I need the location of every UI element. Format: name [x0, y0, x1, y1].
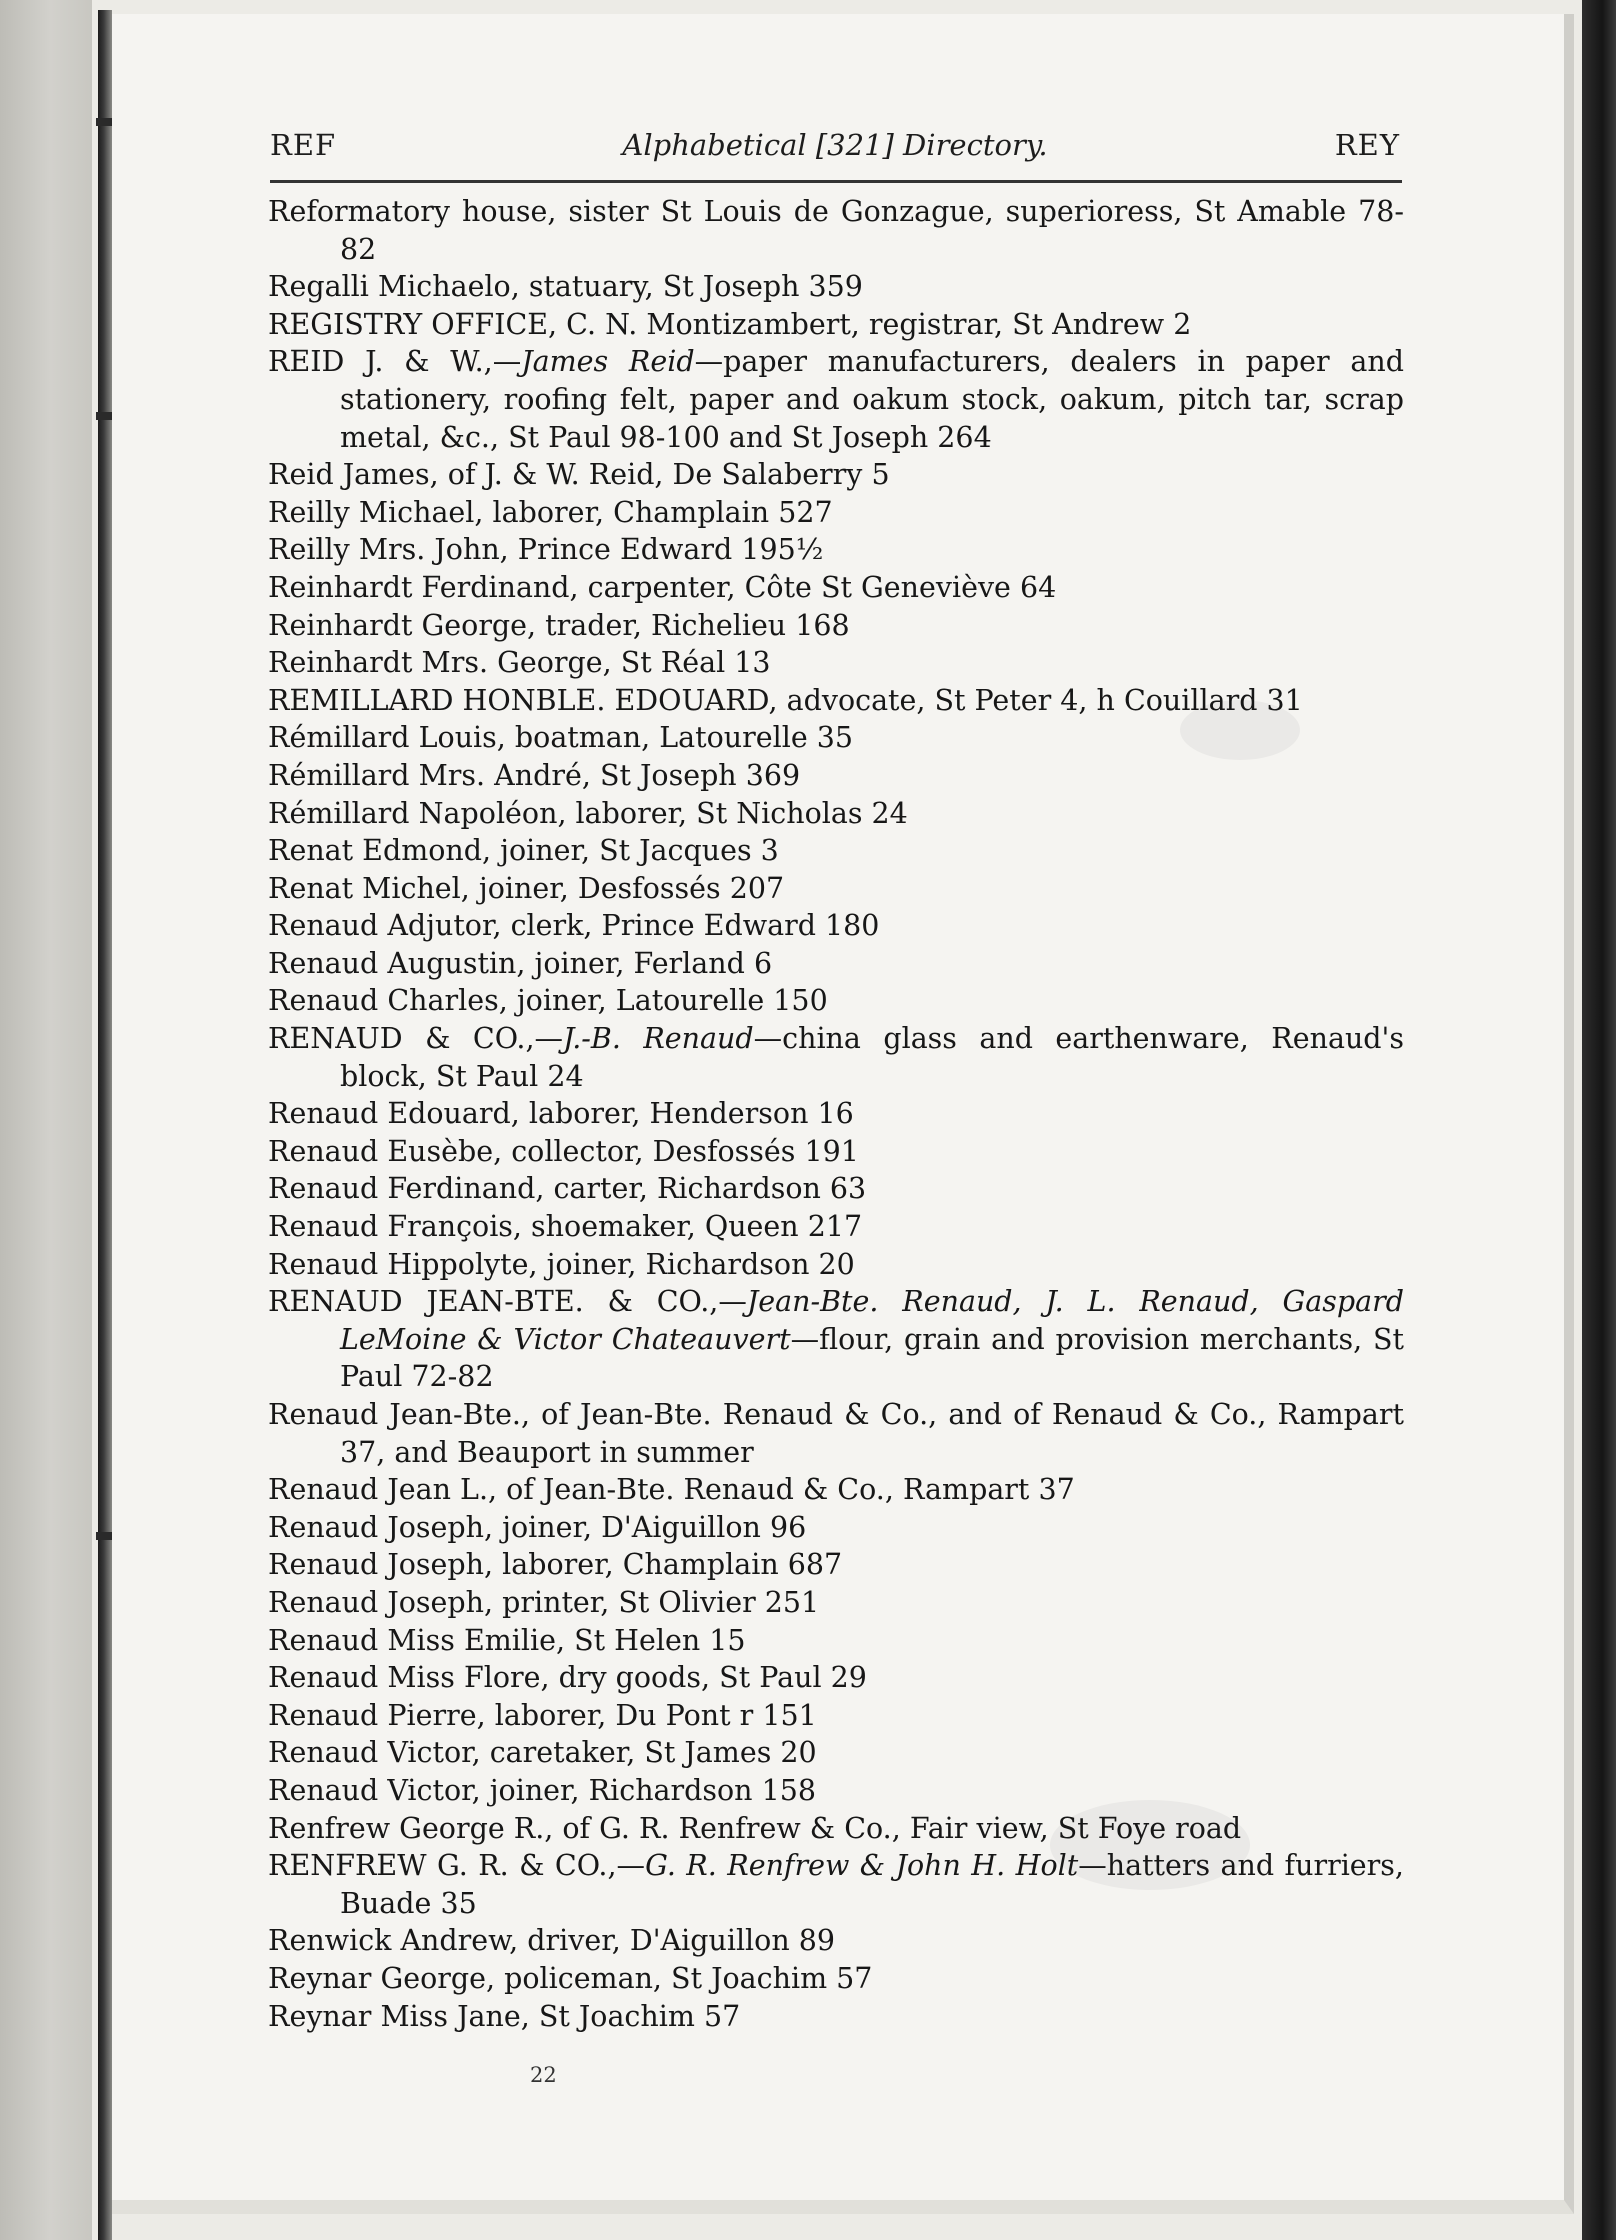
- directory-entry: [268, 1998, 1404, 2036]
- directory-entry: [268, 1622, 1404, 1660]
- entry-text: Reynar George, policeman, St Joachim 57: [268, 1961, 873, 1995]
- book-spine-edge: [98, 10, 112, 2240]
- entry-text: —hatters and furriers, Buade 35: [340, 1849, 1404, 1920]
- book-gutter-shadow: [0, 0, 92, 2240]
- entry-text: Regalli Michaelo, statuary, St Joseph 359: [268, 270, 863, 304]
- directory-entry: [268, 1471, 1404, 1509]
- entry-text: Reformatory house, sister St Louis de Gonzague, superioress, St Amable 78-82: [268, 195, 1404, 266]
- directory-entry: [268, 1922, 1404, 1960]
- entry-text: —china glass and earthenware, Renaud's block, St Paul 24: [340, 1022, 1405, 1093]
- entry-text: Renaud Miss Flore, dry goods, St Paul 29: [268, 1661, 867, 1695]
- entry-text: Renat Edmond, joiner, St Jacques 3: [268, 834, 779, 868]
- directory-entry: [268, 1734, 1404, 1772]
- entry-text: Renaud Hippolyte, joiner, Richardson 20: [268, 1247, 855, 1281]
- directory-entry: [268, 1283, 1404, 1396]
- entry-text: Renaud Jean L., of Jean-Bte. Renaud & Co., Rampart 37: [268, 1473, 1075, 1507]
- entry-partner-names: J.-B. Renaud: [563, 1022, 754, 1056]
- entry-text: RENFREW G. R. & CO.,—: [268, 1849, 646, 1883]
- entry-text: REMILLARD HONBLE. EDOUARD, advocate, St Peter 4, h Couillard 31: [268, 683, 1303, 717]
- directory-entry: [268, 757, 1404, 795]
- directory-entry: [268, 907, 1404, 945]
- page-right-edge: [1582, 0, 1616, 2240]
- entry-text: Rémillard Louis, boatman, Latourelle 35: [268, 721, 854, 755]
- entry-text: Renaud Joseph, laborer, Champlain 687: [268, 1548, 843, 1582]
- entry-text: Reilly Michael, laborer, Champlain 527: [268, 495, 833, 529]
- entry-partner-names: G. R. Renfrew & John H. Holt: [645, 1849, 1079, 1883]
- directory-entry: [268, 1020, 1404, 1095]
- entry-partner-names: Jean-Bte. Renaud, J. L. Renaud, Gaspard LeMoine & Victor Chateauvert: [340, 1285, 1405, 1356]
- directory-entry: [268, 832, 1404, 870]
- entry-text: Reinhardt Ferdinand, carpenter, Côte St Geneviève 64: [268, 570, 1057, 604]
- entry-text: Renat Michel, joiner, Desfossés 207: [268, 871, 785, 905]
- directory-entry: [268, 1396, 1404, 1471]
- directory-entry: [268, 1847, 1404, 1922]
- running-header: [270, 128, 1400, 176]
- entry-text: Renaud Eusèbe, collector, Desfossés 191: [268, 1134, 859, 1168]
- entry-text: Renaud Charles, joiner, Latourelle 150: [268, 984, 828, 1018]
- header-rule: [270, 180, 1402, 183]
- directory-entry: [268, 531, 1404, 569]
- entry-text: Renaud Ferdinand, carter, Richardson 63: [268, 1172, 867, 1206]
- directory-entry: [268, 1659, 1404, 1697]
- entry-text: Reynar Miss Jane, St Joachim 57: [268, 1999, 741, 2033]
- directory-entry: [268, 1960, 1404, 1998]
- directory-entry: [268, 1170, 1404, 1208]
- header-right-guide-word: REY: [1334, 128, 1400, 162]
- entry-text: Renfrew George R., of G. R. Renfrew & Co., Fair view, St Foye road: [268, 1811, 1242, 1845]
- entry-text: RENAUD & CO.,—: [268, 1022, 564, 1056]
- directory-entry: [268, 1546, 1404, 1584]
- entry-text: —flour, grain and provision merchants, St Paul 72-82: [340, 1322, 1404, 1394]
- entry-text: Renaud Edouard, laborer, Henderson 16: [268, 1097, 854, 1131]
- directory-entry: [268, 1133, 1404, 1171]
- entry-text: Renaud Jean-Bte., of Jean-Bte. Renaud & Co., and of Renaud & Co., Rampart 37, and Beauport in summer: [268, 1398, 1404, 1469]
- entry-text: Renaud Adjutor, clerk, Prince Edward 180: [268, 909, 880, 943]
- directory-entry: [268, 1772, 1404, 1810]
- entry-text: Renwick Andrew, driver, D'Aiguillon 89: [268, 1924, 836, 1958]
- directory-entry: [268, 1246, 1404, 1284]
- entry-text: Reinhardt George, trader, Richelieu 168: [268, 608, 850, 642]
- entry-text: Renaud Victor, joiner, Richardson 158: [268, 1773, 816, 1807]
- entry-text: Reid James, of J. & W. Reid, De Salaberry 5: [268, 458, 890, 492]
- directory-entry: [268, 795, 1404, 833]
- directory-entry: [268, 193, 1404, 268]
- directory-entry: [268, 982, 1404, 1020]
- entry-text: Renaud Pierre, laborer, Du Pont r 151: [268, 1698, 817, 1732]
- entry-text: Renaud Joseph, joiner, D'Aiguillon 96: [268, 1510, 807, 1544]
- directory-entry: [268, 569, 1404, 607]
- directory-entry: [268, 1509, 1404, 1547]
- entry-text: Renaud François, shoemaker, Queen 217: [268, 1210, 863, 1244]
- directory-entry: [268, 1208, 1404, 1246]
- directory-entry: [268, 1095, 1404, 1133]
- directory-entry: [268, 268, 1404, 306]
- entry-text: Renaud Miss Emilie, St Helen 15: [268, 1623, 746, 1657]
- entry-text: Renaud Joseph, printer, St Olivier 251: [268, 1585, 820, 1619]
- entry-text: Renaud Augustin, joiner, Ferland 6: [268, 946, 773, 980]
- directory-listing: [268, 193, 1404, 2035]
- entry-text: Rémillard Napoléon, laborer, St Nicholas 24: [268, 796, 908, 830]
- directory-entry: [268, 1810, 1404, 1848]
- entry-text: Rémillard Mrs. André, St Joseph 369: [268, 758, 801, 792]
- directory-entry: [268, 1584, 1404, 1622]
- directory-entry: [268, 945, 1404, 983]
- header-left-guide-word: REF: [270, 128, 337, 162]
- directory-entry: [268, 343, 1404, 456]
- entry-partner-names: James Reid: [521, 345, 695, 379]
- entry-text: Reilly Mrs. John, Prince Edward 195½: [268, 533, 824, 567]
- entry-text: Renaud Victor, caretaker, St James 20: [268, 1736, 817, 1770]
- directory-entry: [268, 607, 1404, 645]
- directory-entry: [268, 682, 1404, 720]
- signature-mark: 22: [530, 2063, 557, 2087]
- directory-entry: [268, 456, 1404, 494]
- header-title: Alphabetical [321] Directory.: [622, 128, 1048, 162]
- directory-entry: [268, 1697, 1404, 1735]
- directory-entry: [268, 644, 1404, 682]
- entry-text: Reinhardt Mrs. George, St Réal 13: [268, 646, 771, 680]
- entry-text: REID J. & W.,—: [268, 345, 522, 379]
- entry-text: REGISTRY OFFICE, C. N. Montizambert, registrar, St Andrew 2: [268, 307, 1192, 341]
- entry-text: RENAUD JEAN-BTE. & CO.,—: [268, 1285, 747, 1319]
- entry-text: —paper manufacturers, dealers in paper and stationery, roofing felt, paper and oakum stock, oakum, pitch tar, scrap metal, &c., St Paul 98-100 and St Joseph 264: [340, 345, 1404, 454]
- directory-entry: [268, 870, 1404, 908]
- directory-entry: [268, 719, 1404, 757]
- directory-entry: [268, 306, 1404, 344]
- directory-entry: [268, 494, 1404, 532]
